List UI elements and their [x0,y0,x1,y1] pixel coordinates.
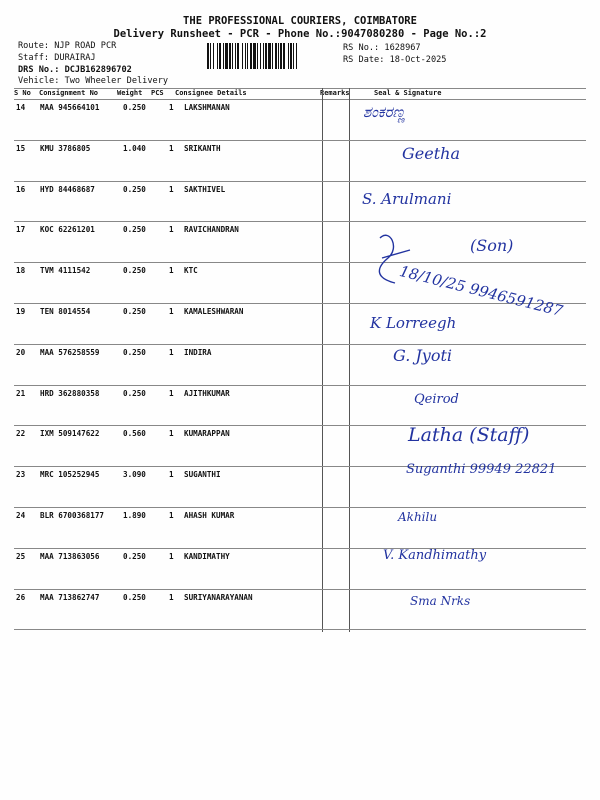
row-sno: 24 [16,511,26,520]
barcode-bar [210,43,211,69]
barcode-bar [296,43,297,69]
col-pcs: PCS [151,89,164,97]
barcode-bar [272,43,273,69]
signature-row-25: V. Kandhimathy [383,548,487,563]
row-pcs: 1 [169,266,174,276]
row-divider [14,385,586,386]
barcode-bar [260,43,261,69]
barcode-bar [247,43,248,69]
signature-row-26: Sma Nrks [410,594,471,608]
rs-date: RS Date: 18-Oct-2025 [343,55,447,65]
barcode-bar [232,43,233,69]
row-weight: 3.090 [123,470,146,480]
row-sno: 15 [16,143,26,153]
row-sno: 20 [16,347,26,357]
signature-row-24: Akhilu [398,510,438,524]
row-consignment-no: TVM 4111542 [40,266,91,276]
row-weight: 0.250 [123,347,146,357]
row-pcs: 1 [169,592,174,602]
row-sno: 19 [16,307,26,316]
row-sno: 18 [16,266,26,276]
barcode-bar [290,43,292,69]
row-sno: 22 [16,429,26,439]
row-divider [14,548,586,549]
row-sno: 16 [16,184,26,194]
row-divider [14,589,586,590]
row-weight: 0.250 [123,266,146,276]
row-sno: 25 [16,551,26,561]
barcode-bar [253,43,256,69]
col-sno: S No [14,89,31,97]
row-consignment-no: MAA 713862747 [40,592,100,602]
route-label: Route: NJP ROAD PCR [18,41,117,51]
signature-row-17: (Son) [470,236,514,255]
barcode-bar [283,43,285,69]
barcode-bar [213,43,214,69]
row-pcs: 1 [169,103,174,112]
barcode-bar [293,43,294,69]
row-sno: 14 [16,103,26,112]
signature-row-14: ಶಂಕರಣ್ಣ [363,103,406,121]
row-consignment-no: BLR 6700368177 [40,511,105,520]
row-consignee: INDIRA [184,347,212,357]
row-consignee: KAMALESHWARAN [184,307,244,316]
rs-number: RS No.: 1628967 [343,43,421,53]
row-consignee: SUGANTHI [184,470,221,480]
row-consignment-no: IXM 509147622 [40,429,100,439]
row-pcs: 1 [169,511,174,520]
row-pcs: 1 [169,388,174,398]
row-sno: 23 [16,470,26,480]
row-weight: 0.250 [123,103,146,112]
row-pcs: 1 [169,429,174,439]
barcode-bar [219,43,221,69]
row-consignee: AJITHKUMAR [184,388,230,398]
row-pcs: 1 [169,184,174,194]
row-pcs: 1 [169,347,174,357]
barcode-bar [229,43,231,69]
signature-row-18: 18/10/25 9946591287 [397,262,565,321]
remarks-left-rule [322,88,323,632]
barcode-bar [225,43,228,69]
signature-scribble-17 [370,228,430,288]
drs-label: DRS No.: DCJB162896702 [18,65,132,75]
barcode-bar [237,43,239,69]
row-divider [14,507,586,508]
row-sno: 21 [16,388,26,398]
row-weight: 1.890 [123,511,146,520]
row-pcs: 1 [169,307,174,316]
row-divider [14,140,586,141]
row-weight: 0.250 [123,225,146,235]
vehicle-label: Vehicle: Two Wheeler Delivery [18,76,169,86]
runsheet-subtitle: Delivery Runsheet - PCR - Phone No.:9047080280 - Page No.:2 [113,28,487,40]
signature-row-19: K Lorreegh [370,314,457,332]
row-consignment-no: KOC 62261201 [40,225,95,235]
col-remarks: Remarks [320,89,350,97]
barcode-bar [265,43,267,69]
barcode-bar [263,43,264,69]
row-consignment-no: TEN 8014554 [40,307,91,316]
row-consignee: KANDIMATHY [184,551,230,561]
row-consignee: RAVICHANDRAN [184,225,239,235]
row-weight: 0.560 [123,429,146,439]
row-consignment-no: HYD 84468687 [40,184,95,194]
row-pcs: 1 [169,225,174,235]
row-sno: 26 [16,592,26,602]
row-pcs: 1 [169,551,174,561]
row-consignee: KUMARAPPAN [184,429,230,439]
row-pcs: 1 [169,470,174,480]
remarks-right-rule [349,88,350,632]
row-divider [14,629,586,630]
row-consignment-no: KMU 3786805 [40,143,91,153]
barcode-bar [250,43,252,69]
row-weight: 0.250 [123,307,146,316]
signature-row-15: Geetha [402,144,460,163]
barcode-bar [268,43,271,69]
barcode-bar [242,43,243,69]
row-weight: 0.250 [123,592,146,602]
col-consignee: Consignee Details [175,89,247,97]
col-consignment: Consignment No [39,89,99,97]
barcode-bar [245,43,246,69]
row-divider [14,221,586,222]
signature-row-21: Qeirod [414,392,459,407]
row-divider [14,262,586,263]
barcode-bar [288,43,289,69]
row-divider [14,344,586,345]
barcode-bar [207,43,209,69]
row-weight: 0.250 [123,388,146,398]
row-consignee: KTC [184,266,198,276]
barcode-bar [257,43,258,69]
row-consignment-no: MAA 713863056 [40,551,100,561]
row-consignment-no: MAA 576258559 [40,347,100,357]
row-consignee: SAKTHIVEL [184,184,226,194]
row-pcs: 1 [169,143,174,153]
company-title: THE PROFESSIONAL COURIERS, COIMBATORE [183,15,417,27]
row-consignee: LAKSHMANAN [184,103,230,112]
barcode-bar [278,43,279,69]
staff-label: Staff: DURAIRAJ [18,53,96,63]
row-consignee: SURIYANARAYANAN [184,592,253,602]
row-divider [14,181,586,182]
row-sno: 17 [16,225,26,235]
row-consignment-no: HRD 362880358 [40,388,100,398]
row-consignee: SRIKANTH [184,143,221,153]
signature-row-16: S. Arulmani [362,190,452,208]
barcode-bar [223,43,224,69]
barcode-bar [235,43,236,69]
row-weight: 0.250 [123,551,146,561]
row-weight: 0.250 [123,184,146,194]
table-header-rule [14,99,586,100]
row-consignee: AHASH KUMAR [184,511,235,520]
row-consignment-no: MAA 945664101 [40,103,100,112]
signature-row-20: G. Jyoti [393,346,453,365]
row-consignment-no: MRC 105252945 [40,470,100,480]
row-weight: 1.040 [123,143,146,153]
barcode-bar [275,43,277,69]
signature-row-23: Suganthi 99949 22821 [406,462,557,477]
barcode-bar [280,43,282,69]
barcode-image [207,43,341,69]
barcode-bar [217,43,218,69]
signature-row-22: Latha (Staff) [408,424,530,446]
col-seal-signature: Seal & Signature [374,89,442,97]
col-weight: Weight [117,89,143,97]
table-top-rule [14,88,586,89]
